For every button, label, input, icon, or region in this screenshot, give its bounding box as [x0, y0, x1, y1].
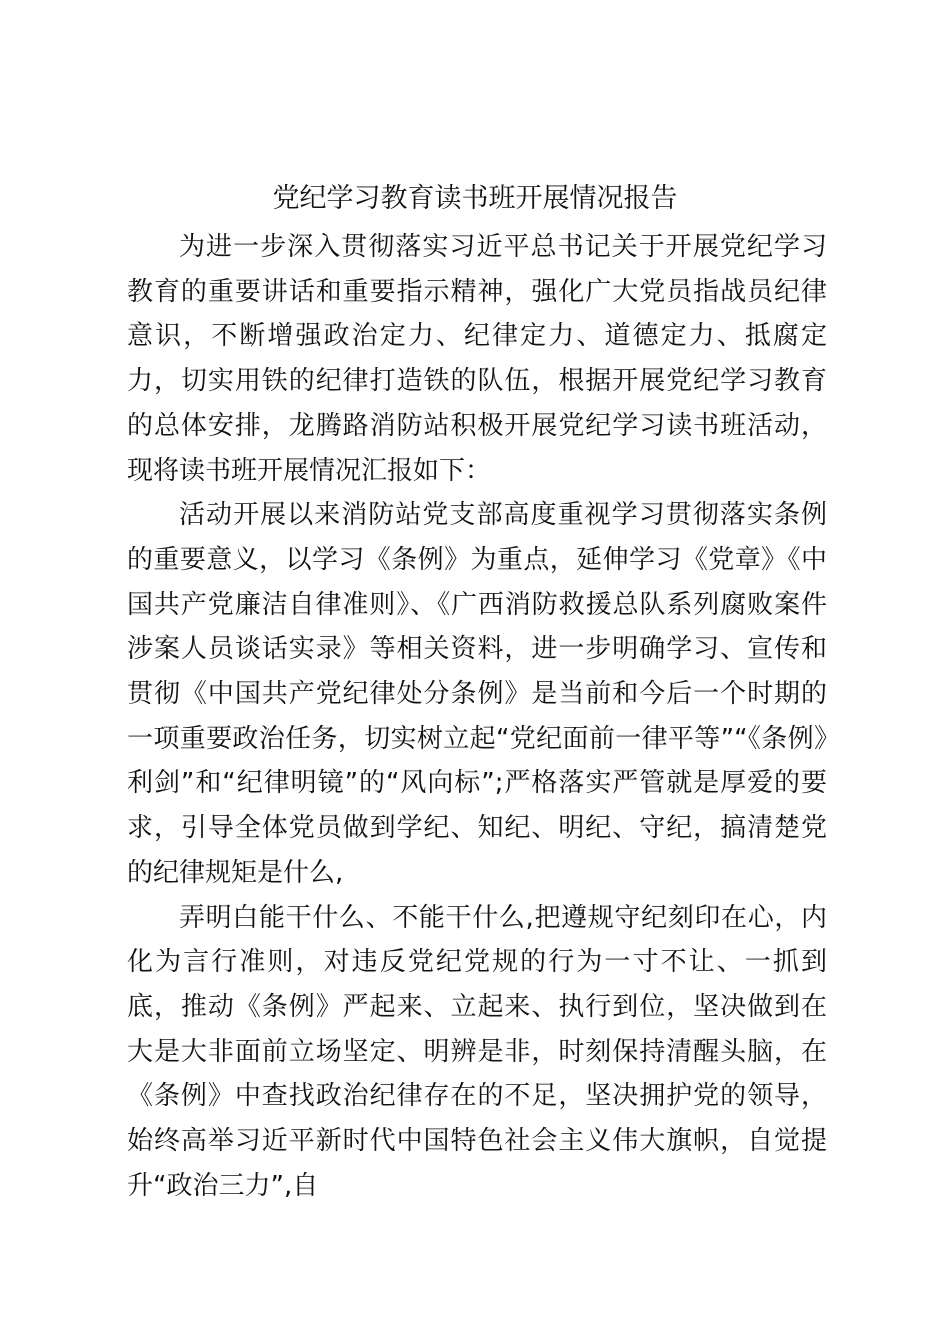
paragraph-1: 为进一步深入贯彻落实习近平总书记关于开展党纪学习教育的重要讲话和重要指示精神，强化广大党员指战员纪律意识，不断增强政治定力、纪律定力、道德定力、抵腐定力，切实用铁的纪律打造铁的队伍，根据开展党纪学习教育的总体安排，龙腾路消防站积极开展党纪学习读书班活动，现将读书班开展情况汇报如下：: [127, 232, 827, 486]
paragraph-3: 弄明白能干什么、不能干什么,把遵规守纪刻印在心，内化为言行准则，对违反党纪党规的行为一寸不让、一抓到底，推动《条例》严起来、立起来、执行到位，坚决做到在大是大非面前立场坚定、明辨是非，时刻保持清醒头脑，在《条例》中查找政治纪律存在的不足，坚决拥护党的领导，始终高举习近平新时代中国特色社会主义伟大旗帜，自觉提升“政治三力”,自: [127, 902, 827, 1201]
paragraph-2: 活动开展以来消防站党支部高度重视学习贯彻落实条例的重要意义，以学习《条例》为重点，延伸学习《党章》《中国共产党廉洁自律准则》、《广西消防救援总队系列腐败案件涉案人员谈话实录》等相关资料，进一步明确学习、宣传和贯彻《中国共产党纪律处分条例》是当前和今后一个时期的一项重要政治任务，切实树立起“党纪面前一律平等”“《条例》利剑”和“纪律明镜”的“风向标”;严格落实严管就是厚爱的要求，引导全体党员做到学纪、知纪、明纪、守纪，搞清楚党的纪律规矩是什么,: [127, 500, 827, 888]
document-body: [127, 225, 827, 1208]
document-title: 党纪学习教育读书班开展情况报告: [272, 183, 678, 214]
